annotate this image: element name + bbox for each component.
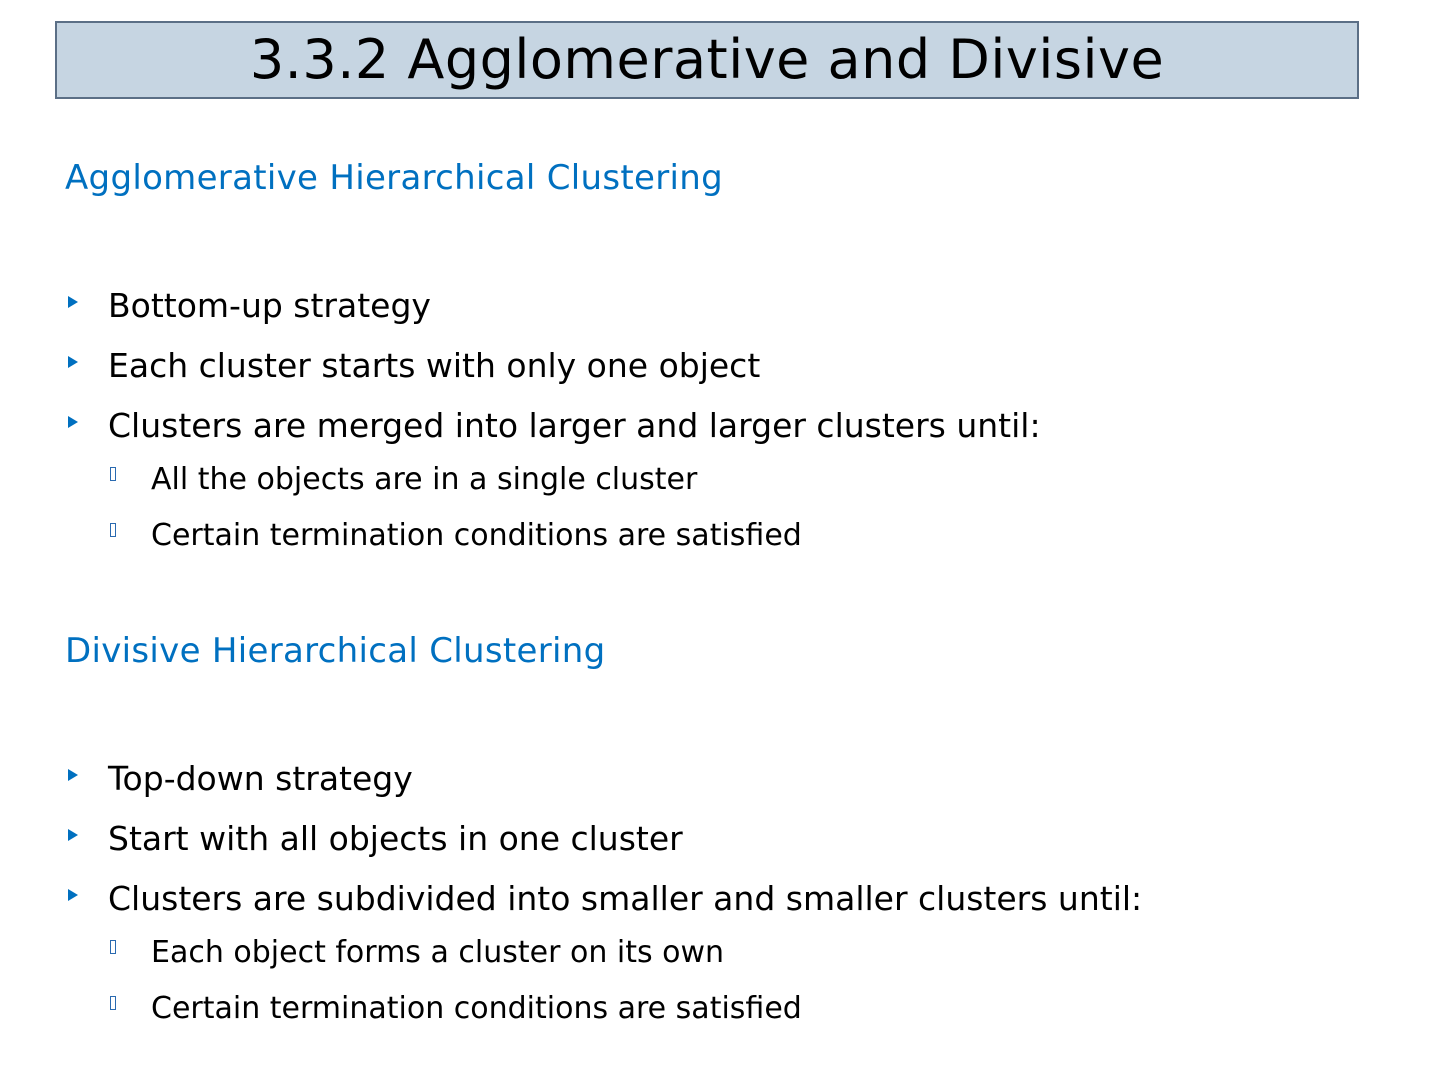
bullet-text: Start with all objects in one cluster xyxy=(108,819,683,858)
square-bullet-icon xyxy=(110,940,116,954)
bullet-text: Clusters are merged into larger and larger clusters until: xyxy=(108,406,1041,445)
square-bullet-icon xyxy=(110,523,116,537)
square-bullet-icon xyxy=(110,467,116,481)
bullet-text: Bottom-up strategy xyxy=(108,286,431,325)
triangle-bullet-icon xyxy=(68,296,78,308)
square-bullet-icon xyxy=(110,996,116,1010)
triangle-bullet-icon xyxy=(68,769,78,781)
sub-bullet-text: Each object forms a cluster on its own xyxy=(151,935,725,970)
triangle-bullet-icon xyxy=(68,889,78,901)
triangle-bullet-icon xyxy=(68,356,78,368)
section-heading-divisive: Divisive Hierarchical Clustering xyxy=(65,631,606,671)
bullet-text: Each cluster starts with only one object xyxy=(108,346,761,385)
sub-bullet-text: Certain termination conditions are satisfied xyxy=(151,991,802,1026)
sub-bullet-text: Certain termination conditions are satisfied xyxy=(151,518,802,553)
slide-title: 3.3.2 Agglomerative and Divisive xyxy=(249,28,1165,91)
triangle-bullet-icon xyxy=(68,829,78,841)
bullet-text: Top-down strategy xyxy=(108,759,413,798)
triangle-bullet-icon xyxy=(68,416,78,428)
bullet-text: Clusters are subdivided into smaller and smaller clusters until: xyxy=(108,879,1143,918)
slide-title-box xyxy=(55,21,1359,99)
section-heading-agglomerative: Agglomerative Hierarchical Clustering xyxy=(65,158,723,198)
sub-bullet-text: All the objects are in a single cluster xyxy=(151,462,698,497)
